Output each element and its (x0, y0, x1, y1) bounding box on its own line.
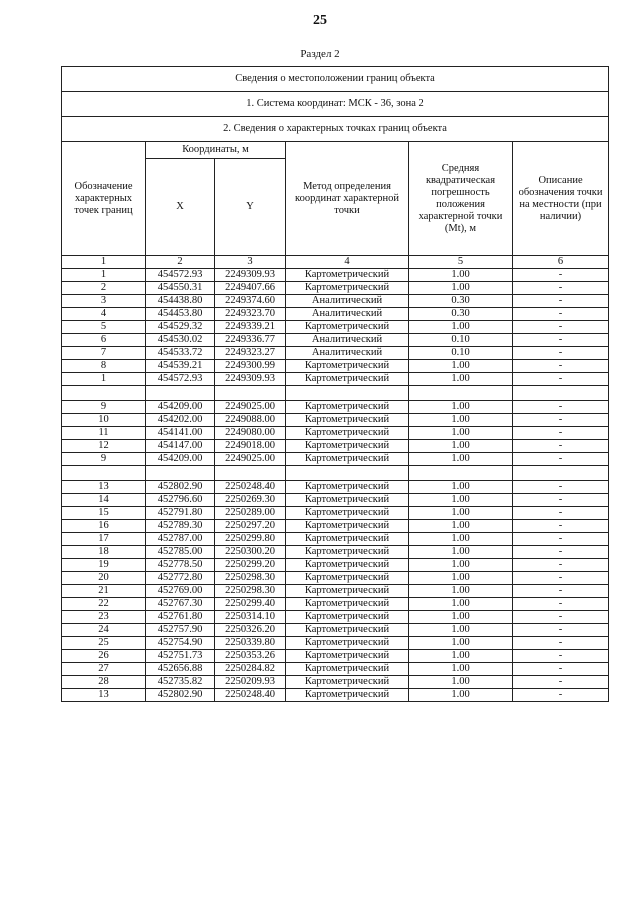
y-cell: 2249309.93 (215, 373, 286, 386)
table-row (62, 546, 609, 559)
x-cell: 452656.88 (146, 663, 215, 676)
table-row (62, 585, 609, 598)
error-cell: 1.00 (409, 360, 513, 373)
table-row (62, 321, 609, 334)
error-cell: 1.00 (409, 689, 513, 702)
description-cell: - (513, 347, 609, 360)
point-id-cell: 19 (62, 559, 146, 572)
table-row (62, 650, 609, 663)
x-cell: 454141.00 (146, 427, 215, 440)
y-cell: 2250326.20 (215, 624, 286, 637)
method-cell: Аналитический (286, 334, 409, 347)
description-cell: - (513, 611, 609, 624)
header-error: Средняя квадратическая погрешность положения характерной точки (Mt), м (409, 142, 513, 256)
point-id-cell: 17 (62, 533, 146, 546)
method-cell: Картометрический (286, 572, 409, 585)
section-label: Раздел 2 (300, 48, 340, 60)
error-cell: 1.00 (409, 572, 513, 585)
blank-cell (146, 386, 215, 401)
x-cell: 452772.80 (146, 572, 215, 585)
x-cell: 452735.82 (146, 676, 215, 689)
description-cell: - (513, 282, 609, 295)
method-cell: Картометрический (286, 533, 409, 546)
description-cell: - (513, 427, 609, 440)
col-number: 3 (215, 256, 286, 269)
point-id-cell: 9 (62, 453, 146, 466)
point-id-cell: 6 (62, 334, 146, 347)
blank-cell (513, 386, 609, 401)
table-row (62, 663, 609, 676)
method-cell: Картометрический (286, 598, 409, 611)
method-cell: Картометрический (286, 401, 409, 414)
error-cell: 1.00 (409, 321, 513, 334)
table-row (62, 624, 609, 637)
x-cell: 454438.80 (146, 295, 215, 308)
point-id-cell: 22 (62, 598, 146, 611)
point-id-cell: 23 (62, 611, 146, 624)
point-id-cell: 12 (62, 440, 146, 453)
header-y: Y (215, 159, 286, 256)
y-cell: 2249018.00 (215, 440, 286, 453)
x-cell: 454533.72 (146, 347, 215, 360)
description-cell: - (513, 401, 609, 414)
blank-cell (409, 386, 513, 401)
table-row (62, 269, 609, 282)
x-cell: 454530.02 (146, 334, 215, 347)
description-cell: - (513, 360, 609, 373)
y-cell: 2250298.30 (215, 585, 286, 598)
blank-separator-row (62, 466, 609, 481)
blank-cell (62, 466, 146, 481)
table-row (62, 401, 609, 414)
method-cell: Аналитический (286, 295, 409, 308)
y-cell: 2250248.40 (215, 481, 286, 494)
error-cell: 1.00 (409, 585, 513, 598)
error-cell: 1.00 (409, 598, 513, 611)
error-cell: 1.00 (409, 533, 513, 546)
x-cell: 454209.00 (146, 453, 215, 466)
blank-cell (513, 466, 609, 481)
point-id-cell: 1 (62, 269, 146, 282)
x-cell: 452802.90 (146, 689, 215, 702)
y-cell: 2250297.20 (215, 520, 286, 533)
y-cell: 2250298.30 (215, 572, 286, 585)
blank-cell (409, 466, 513, 481)
error-cell: 1.00 (409, 427, 513, 440)
description-cell: - (513, 546, 609, 559)
coordinate-system: 1. Система координат: МСК - 36, зона 2 (62, 92, 609, 117)
table-row (62, 533, 609, 546)
x-cell: 452791.80 (146, 507, 215, 520)
table-row (62, 308, 609, 321)
method-cell: Картометрический (286, 494, 409, 507)
blank-separator-row (62, 386, 609, 401)
error-cell: 0.30 (409, 295, 513, 308)
error-cell: 1.00 (409, 546, 513, 559)
point-id-cell: 11 (62, 427, 146, 440)
table-row (62, 689, 609, 702)
x-cell: 454453.80 (146, 308, 215, 321)
y-cell: 2249025.00 (215, 453, 286, 466)
table-row (62, 347, 609, 360)
point-id-cell: 18 (62, 546, 146, 559)
point-id-cell: 16 (62, 520, 146, 533)
point-id-cell: 10 (62, 414, 146, 427)
y-cell: 2249080.00 (215, 427, 286, 440)
method-cell: Картометрический (286, 427, 409, 440)
error-cell: 1.00 (409, 282, 513, 295)
col-number: 6 (513, 256, 609, 269)
point-id-cell: 4 (62, 308, 146, 321)
x-cell: 454539.21 (146, 360, 215, 373)
x-cell: 452787.00 (146, 533, 215, 546)
table-row (62, 572, 609, 585)
table-row (62, 494, 609, 507)
table-row (62, 453, 609, 466)
y-cell: 2249339.21 (215, 321, 286, 334)
method-cell: Картометрический (286, 689, 409, 702)
table-row (62, 373, 609, 386)
y-cell: 2249407.66 (215, 282, 286, 295)
point-id-cell: 26 (62, 650, 146, 663)
x-cell: 454529.32 (146, 321, 215, 334)
error-cell: 1.00 (409, 440, 513, 453)
description-cell: - (513, 308, 609, 321)
x-cell: 452754.90 (146, 637, 215, 650)
table-row (62, 520, 609, 533)
blank-cell (286, 386, 409, 401)
method-cell: Картометрический (286, 611, 409, 624)
x-cell: 452796.60 (146, 494, 215, 507)
point-id-cell: 2 (62, 282, 146, 295)
description-cell: - (513, 520, 609, 533)
y-cell: 2250299.80 (215, 533, 286, 546)
method-cell: Картометрический (286, 414, 409, 427)
error-cell: 0.10 (409, 347, 513, 360)
y-cell: 2250314.10 (215, 611, 286, 624)
error-cell: 1.00 (409, 269, 513, 282)
x-cell: 454572.93 (146, 373, 215, 386)
y-cell: 2249025.00 (215, 401, 286, 414)
y-cell: 2249336.77 (215, 334, 286, 347)
header-coords: Координаты, м (146, 142, 286, 159)
point-id-cell: 15 (62, 507, 146, 520)
y-cell: 2250284.82 (215, 663, 286, 676)
y-cell: 2249088.00 (215, 414, 286, 427)
description-cell: - (513, 481, 609, 494)
description-cell: - (513, 453, 609, 466)
method-cell: Картометрический (286, 373, 409, 386)
error-cell: 1.00 (409, 481, 513, 494)
y-cell: 2249309.93 (215, 269, 286, 282)
col-number: 5 (409, 256, 513, 269)
x-cell: 452785.00 (146, 546, 215, 559)
method-cell: Картометрический (286, 650, 409, 663)
table-row (62, 295, 609, 308)
error-cell: 1.00 (409, 650, 513, 663)
method-cell: Аналитический (286, 347, 409, 360)
blank-cell (62, 386, 146, 401)
y-cell: 2249323.70 (215, 308, 286, 321)
error-cell: 1.00 (409, 414, 513, 427)
description-cell: - (513, 676, 609, 689)
y-cell: 2250299.20 (215, 559, 286, 572)
method-cell: Картометрический (286, 440, 409, 453)
x-cell: 454572.93 (146, 269, 215, 282)
method-cell: Аналитический (286, 308, 409, 321)
point-id-cell: 7 (62, 347, 146, 360)
x-cell: 454147.00 (146, 440, 215, 453)
y-cell: 2250299.40 (215, 598, 286, 611)
table-row (62, 507, 609, 520)
table-row (62, 676, 609, 689)
description-cell: - (513, 533, 609, 546)
method-cell: Картометрический (286, 507, 409, 520)
method-cell: Картометрический (286, 481, 409, 494)
description-cell: - (513, 663, 609, 676)
error-cell: 0.30 (409, 308, 513, 321)
y-cell: 2249300.99 (215, 360, 286, 373)
method-cell: Картометрический (286, 663, 409, 676)
blank-cell (146, 466, 215, 481)
point-id-cell: 21 (62, 585, 146, 598)
description-cell: - (513, 650, 609, 663)
method-cell: Картометрический (286, 559, 409, 572)
table-row (62, 598, 609, 611)
description-cell: - (513, 689, 609, 702)
description-cell: - (513, 334, 609, 347)
y-cell: 2250269.30 (215, 494, 286, 507)
table-row (62, 360, 609, 373)
description-cell: - (513, 321, 609, 334)
method-cell: Картометрический (286, 269, 409, 282)
x-cell: 452761.80 (146, 611, 215, 624)
x-cell: 454202.00 (146, 414, 215, 427)
table-row (62, 282, 609, 295)
y-cell: 2250289.00 (215, 507, 286, 520)
table-row (62, 481, 609, 494)
method-cell: Картометрический (286, 360, 409, 373)
point-id-cell: 20 (62, 572, 146, 585)
point-id-cell: 13 (62, 481, 146, 494)
boundary-table (61, 66, 609, 702)
error-cell: 1.00 (409, 559, 513, 572)
method-cell: Картометрический (286, 585, 409, 598)
description-cell: - (513, 598, 609, 611)
description-cell: - (513, 572, 609, 585)
description-cell: - (513, 585, 609, 598)
points-heading: 2. Сведения о характерных точках границ объекта (62, 117, 609, 142)
description-cell: - (513, 507, 609, 520)
description-cell: - (513, 414, 609, 427)
x-cell: 452751.73 (146, 650, 215, 663)
table-row (62, 440, 609, 453)
y-cell: 2250248.40 (215, 689, 286, 702)
error-cell: 1.00 (409, 637, 513, 650)
x-cell: 452789.30 (146, 520, 215, 533)
method-cell: Картометрический (286, 520, 409, 533)
point-id-cell: 3 (62, 295, 146, 308)
y-cell: 2249323.27 (215, 347, 286, 360)
error-cell: 0.10 (409, 334, 513, 347)
point-id-cell: 5 (62, 321, 146, 334)
error-cell: 1.00 (409, 373, 513, 386)
description-cell: - (513, 624, 609, 637)
error-cell: 1.00 (409, 494, 513, 507)
table-row (62, 427, 609, 440)
method-cell: Картометрический (286, 624, 409, 637)
page-number: 25 (313, 13, 327, 28)
table-row (62, 559, 609, 572)
y-cell: 2250300.20 (215, 546, 286, 559)
header-description: Описание обозначения точки на местности (при наличии) (513, 142, 609, 256)
table-row (62, 414, 609, 427)
table-row (62, 611, 609, 624)
table-row (62, 637, 609, 650)
blank-cell (286, 466, 409, 481)
col-number: 1 (62, 256, 146, 269)
point-id-cell: 1 (62, 373, 146, 386)
point-id-cell: 27 (62, 663, 146, 676)
point-id-cell: 28 (62, 676, 146, 689)
y-cell: 2250353.26 (215, 650, 286, 663)
y-cell: 2250339.80 (215, 637, 286, 650)
description-cell: - (513, 373, 609, 386)
description-cell: - (513, 440, 609, 453)
col-number: 4 (286, 256, 409, 269)
x-cell: 454550.31 (146, 282, 215, 295)
header-x: X (146, 159, 215, 256)
header-point: Обозначение характерных точек границ (62, 142, 146, 256)
table-body (62, 67, 609, 702)
error-cell: 1.00 (409, 663, 513, 676)
x-cell: 452802.90 (146, 481, 215, 494)
point-id-cell: 25 (62, 637, 146, 650)
method-cell: Картометрический (286, 676, 409, 689)
point-id-cell: 9 (62, 401, 146, 414)
error-cell: 1.00 (409, 401, 513, 414)
point-id-cell: 8 (62, 360, 146, 373)
method-cell: Картометрический (286, 546, 409, 559)
description-cell: - (513, 637, 609, 650)
x-cell: 452757.90 (146, 624, 215, 637)
error-cell: 1.00 (409, 676, 513, 689)
x-cell: 452778.50 (146, 559, 215, 572)
error-cell: 1.00 (409, 520, 513, 533)
error-cell: 1.00 (409, 624, 513, 637)
table-row (62, 334, 609, 347)
error-cell: 1.00 (409, 611, 513, 624)
point-id-cell: 14 (62, 494, 146, 507)
method-cell: Картометрический (286, 282, 409, 295)
error-cell: 1.00 (409, 453, 513, 466)
point-id-cell: 13 (62, 689, 146, 702)
method-cell: Картометрический (286, 321, 409, 334)
error-cell: 1.00 (409, 507, 513, 520)
y-cell: 2250209.93 (215, 676, 286, 689)
description-cell: - (513, 295, 609, 308)
header-method: Метод определения координат характерной точки (286, 142, 409, 256)
point-id-cell: 24 (62, 624, 146, 637)
x-cell: 454209.00 (146, 401, 215, 414)
table-title: Сведения о местоположении границ объекта (62, 67, 609, 92)
method-cell: Картометрический (286, 453, 409, 466)
y-cell: 2249374.60 (215, 295, 286, 308)
description-cell: - (513, 269, 609, 282)
blank-cell (215, 386, 286, 401)
blank-cell (215, 466, 286, 481)
description-cell: - (513, 494, 609, 507)
x-cell: 452769.00 (146, 585, 215, 598)
description-cell: - (513, 559, 609, 572)
col-number: 2 (146, 256, 215, 269)
method-cell: Картометрический (286, 637, 409, 650)
x-cell: 452767.30 (146, 598, 215, 611)
